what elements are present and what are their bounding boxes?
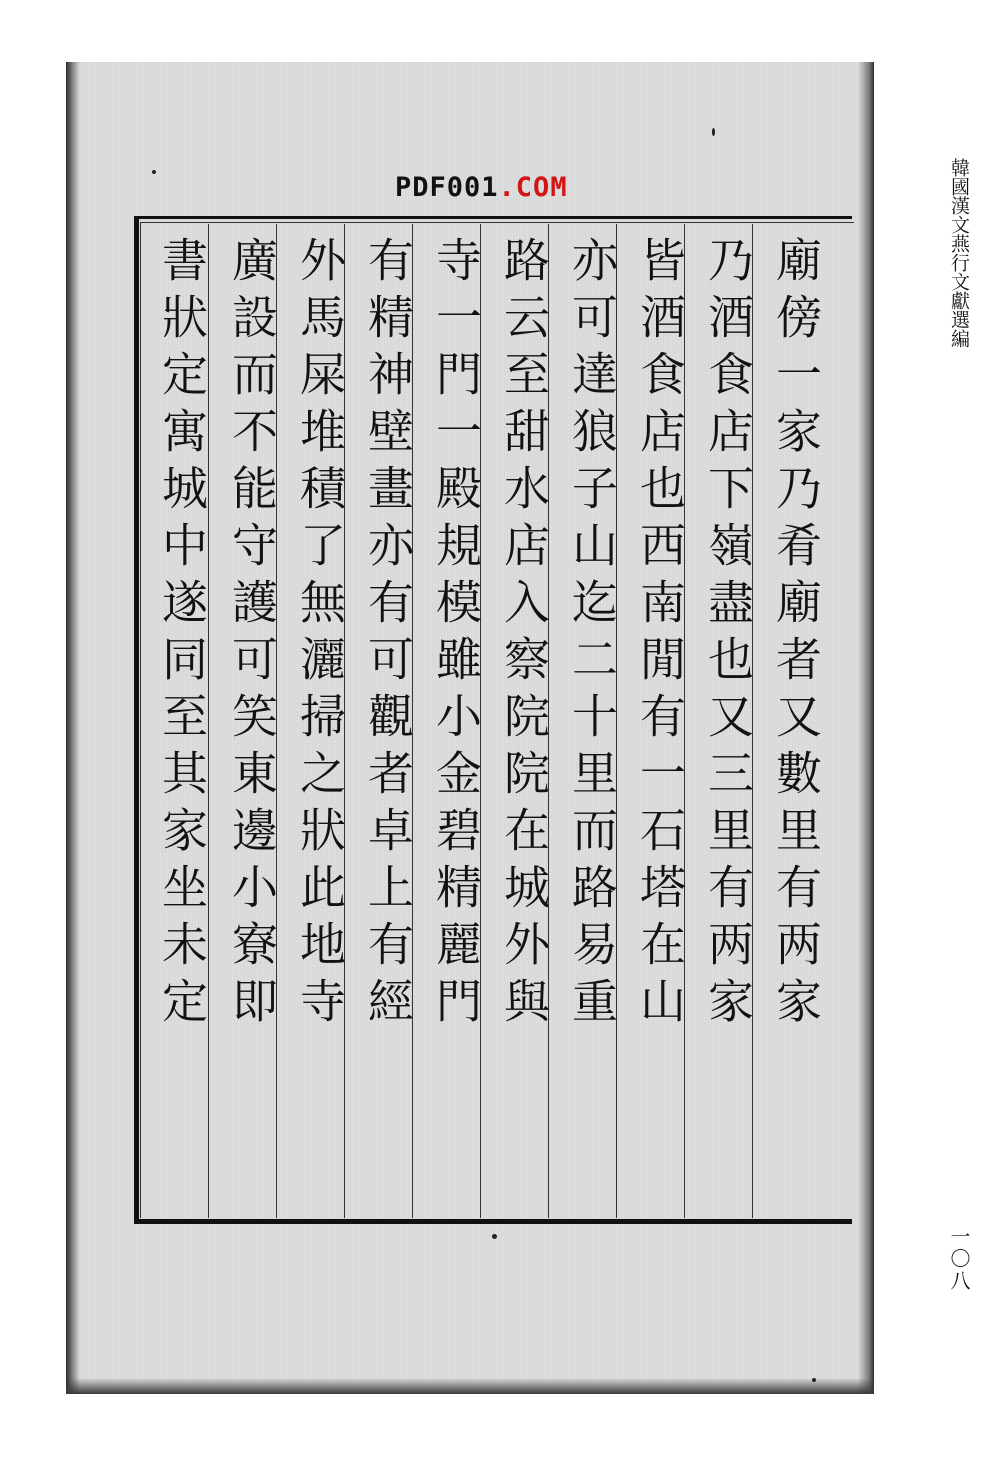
- scan-speck: [812, 1378, 816, 1382]
- scan-speck: [712, 128, 715, 136]
- watermark-prefix: PDF001: [395, 172, 499, 203]
- scan-bottom-edge-shadow: [66, 1378, 874, 1394]
- scan-speck: [152, 170, 156, 174]
- text-column-5: 路云至甜水店入察院院在城外與: [497, 236, 551, 1034]
- scan-left-edge-shadow: [66, 62, 80, 1394]
- text-column-7: 有精神壁畫亦有可觀者卓上有經: [361, 236, 415, 1034]
- text-column-2: 乃酒食店下嶺盡也又三里有两家: [701, 236, 755, 1034]
- text-column-3: 皆酒食店也西南閒有一石塔在山: [633, 236, 687, 1034]
- scan-right-edge-shadow: [858, 62, 874, 1394]
- text-column-9: 廣設而不能守護可笑東邊小寮即: [225, 236, 279, 1034]
- text-column-10: 書狀定寓城中遂同至其家坐未定: [155, 236, 209, 1034]
- text-column-6: 寺一門一殿規模雖小金碧精麗門: [429, 236, 483, 1034]
- text-column-1: 廟傍一家乃肴廟者又數里有两家: [769, 236, 823, 1034]
- text-column-4: 亦可達狼子山迄二十里而路易重: [565, 236, 619, 1034]
- running-title: 韓國漢文燕行文獻選編: [948, 158, 970, 348]
- page-number: 一〇八: [947, 1226, 971, 1292]
- scan-speck: [492, 1234, 497, 1239]
- watermark: [395, 172, 568, 203]
- text-column-8: 外馬屎堆積了無灑掃之狀此地寺: [293, 236, 347, 1034]
- watermark-suffix: .COM: [498, 172, 568, 203]
